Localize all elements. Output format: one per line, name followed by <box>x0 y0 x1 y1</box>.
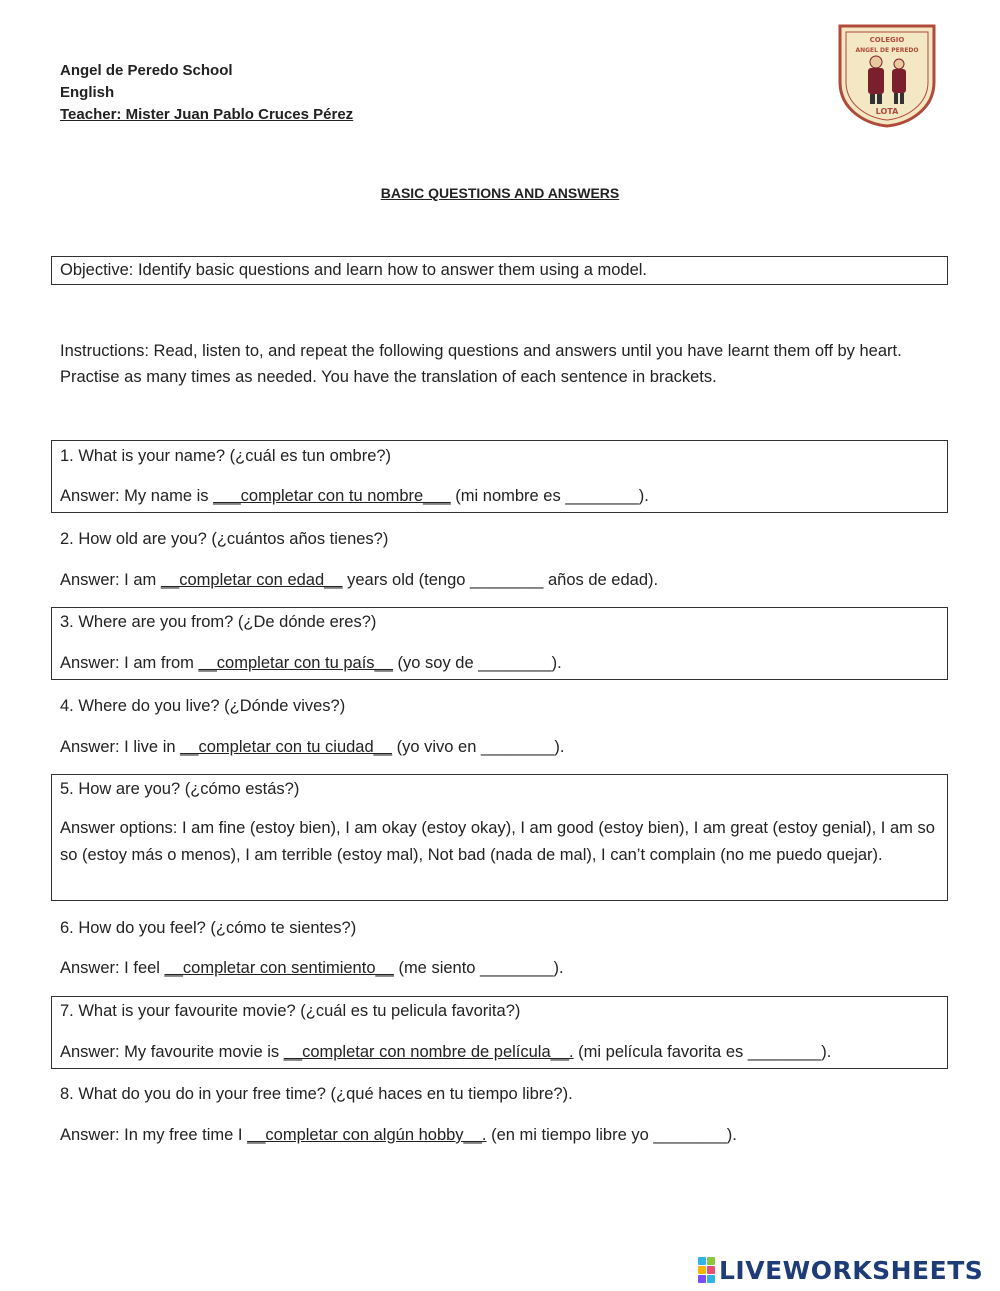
answer-suffix: (yo vivo en ________). <box>392 738 565 756</box>
answer-1 <box>60 486 649 506</box>
answer-suffix: (mi nombre es ________). <box>450 487 649 505</box>
question-2: 2. How old are you? (¿cuántos años tienes?) <box>60 530 389 548</box>
liveworksheets-logo <box>698 1254 983 1286</box>
svg-text:COLEGIO: COLEGIO <box>869 36 905 44</box>
page-title: BASIC QUESTIONS AND ANSWERS <box>380 185 620 201</box>
answer-6 <box>60 958 564 978</box>
school-crest-logo <box>836 22 938 128</box>
document-header <box>60 60 353 126</box>
answer-5-options: Answer options: I am fine (estoy bien), I am okay (estoy okay), I am good (estoy bien), I am great (estoy genial), I am so so (estoy más o menos), I am terrible (estoy mal), Not bad (nada de mal), I can’t complain (no me puedo quejar). <box>60 819 935 864</box>
answer-7 <box>60 1042 831 1062</box>
answer-8 <box>60 1125 737 1145</box>
question-5: 5. How are you? (¿cómo estás?) <box>60 780 300 798</box>
answer-fill: __completar con algún hobby__. <box>247 1126 487 1144</box>
answer-suffix: (mi película favorita es ________). <box>573 1043 832 1061</box>
answer-fill: __completar con tu país__ <box>198 654 393 672</box>
question-7: 7. What is your favourite movie? (¿cuál es tu pelicula favorita?) <box>60 1002 521 1020</box>
question-8: 8. What do you do in your free time? (¿qué haces en tu tiempo libre?). <box>60 1085 573 1103</box>
answer-prefix: Answer: In my free time I <box>60 1126 248 1144</box>
answer-2 <box>60 570 658 590</box>
answer-suffix: (yo soy de ________). <box>392 654 562 672</box>
question-3: 3. Where are you from? (¿De dónde eres?) <box>60 613 377 631</box>
subject-name: English <box>60 84 115 101</box>
answer-prefix: Answer: I am from <box>60 654 199 672</box>
answer-4 <box>60 737 564 757</box>
answer-fill: __completar con tu ciudad__ <box>180 738 393 756</box>
liveworksheets-brand: LIVEWORKSHEETS <box>719 1255 984 1285</box>
objective-box: Objective: Identify basic questions and learn how to answer them using a model. <box>51 256 948 285</box>
answer-fill: __completar con nombre de película__. <box>283 1043 574 1061</box>
answer-3 <box>60 653 562 673</box>
teacher-name: Teacher: Mister Juan Pablo Cruces Pérez <box>60 106 354 123</box>
svg-text:LOTA: LOTA <box>875 107 899 116</box>
question-6: 6. How do you feel? (¿cómo te sientes?) <box>60 919 357 937</box>
question-1: 1. What is your name? (¿cuál es tun ombre?) <box>60 447 392 465</box>
school-name: Angel de Peredo School <box>60 62 233 79</box>
question-4: 4. Where do you live? (¿Dónde vives?) <box>60 697 346 715</box>
answer-fill: __completar con sentimiento__ <box>164 959 394 977</box>
answer-suffix: (me siento ________). <box>393 959 564 977</box>
answer-prefix: Answer: I live in <box>60 738 181 756</box>
answer-prefix: Answer: I feel <box>60 959 165 977</box>
svg-text:ANGEL DE PEREDO: ANGEL DE PEREDO <box>855 47 919 54</box>
answer-prefix: Answer: I am <box>60 571 161 589</box>
instructions-text: Instructions: Read, listen to, and repeat the following questions and answers until you have learnt them off by heart. Practise as many times as needed. You have the translation of each sentence in brackets. <box>60 342 902 386</box>
answer-fill: ___completar con tu nombre___ <box>213 487 451 505</box>
answer-suffix: years old (tengo ________ años de edad). <box>342 571 659 589</box>
answer-prefix: Answer: My name is <box>60 487 214 505</box>
liveworksheets-grid-icon <box>698 1257 715 1283</box>
answer-suffix: (en mi tiempo libre yo ________). <box>486 1126 737 1144</box>
answer-fill: __completar con edad__ <box>160 571 343 589</box>
answer-prefix: Answer: My favourite movie is <box>60 1043 284 1061</box>
